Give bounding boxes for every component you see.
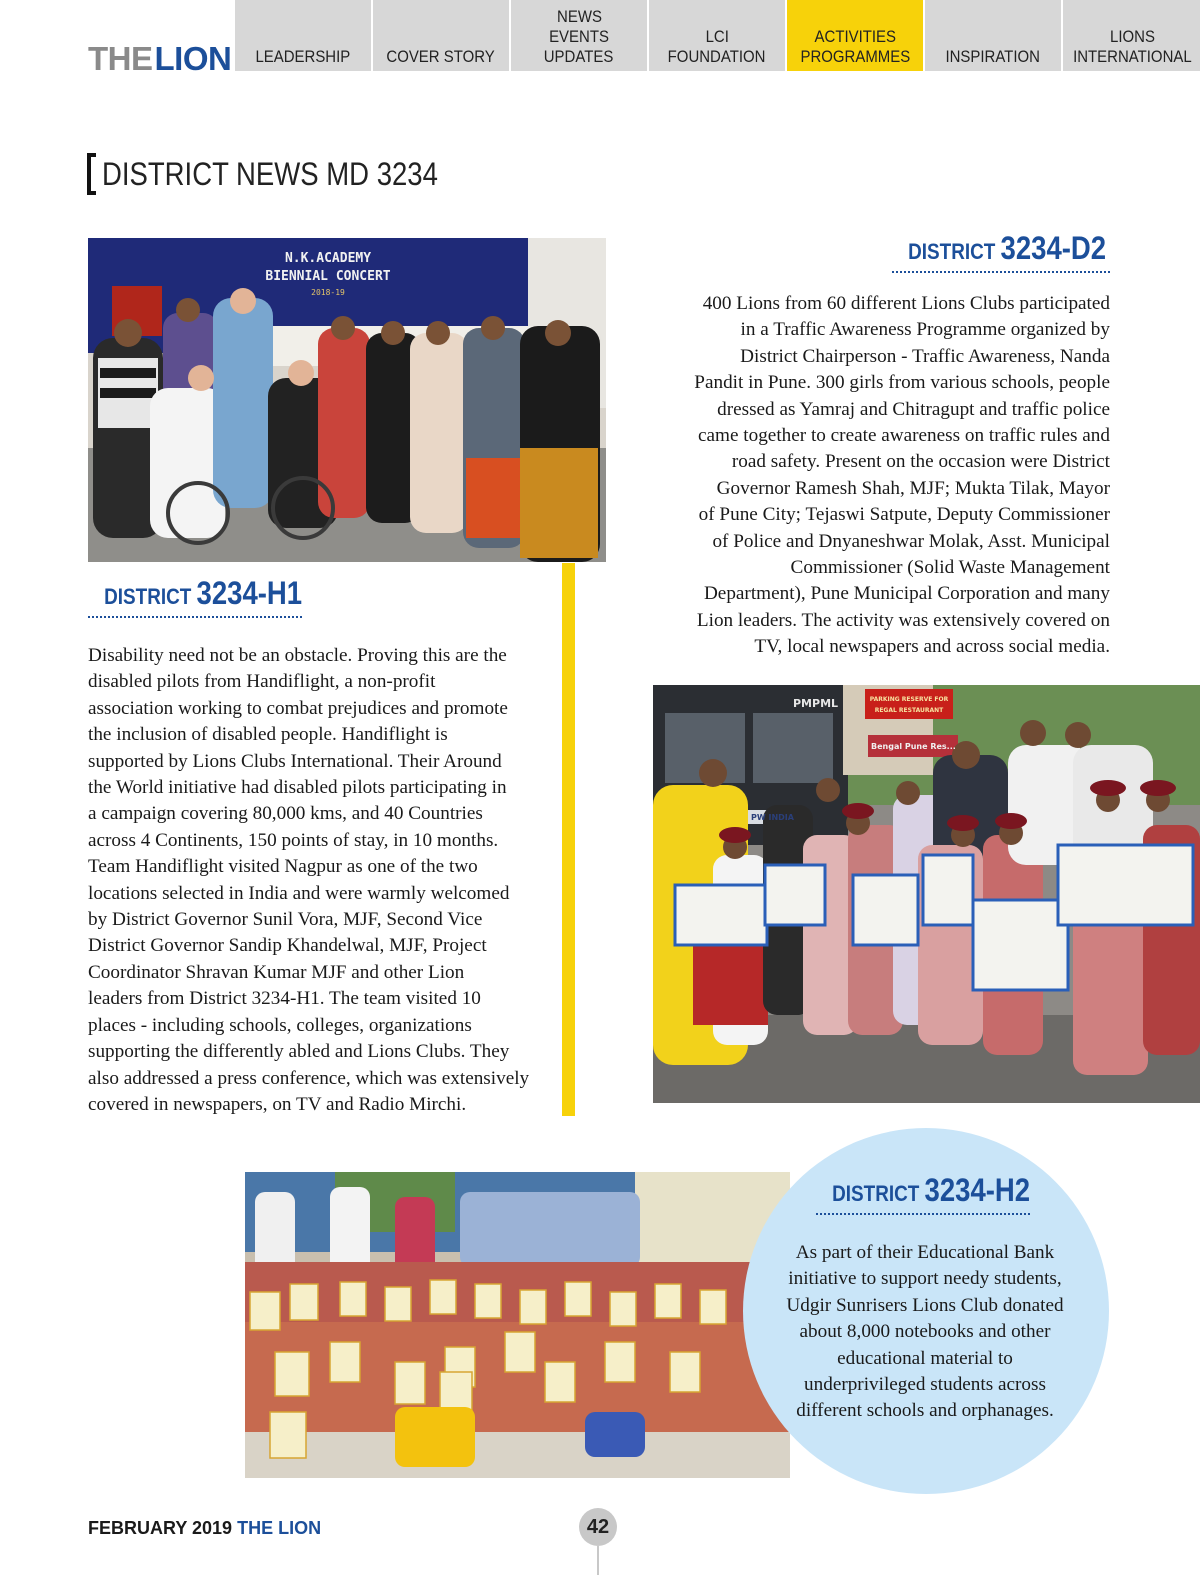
tab-label: UPDATES xyxy=(544,47,614,66)
tab-label: LIONS xyxy=(1110,27,1155,46)
tab-label: LEADERSHIP xyxy=(255,47,351,66)
photo-handiflight-group xyxy=(88,238,606,562)
text-line: educational material to xyxy=(837,1347,1013,1369)
tab-news-events-updates[interactable] xyxy=(511,0,647,71)
text-line: 400 Lions from 60 different Lions Clubs participated xyxy=(702,293,1110,314)
text-line: by District Governor Sunil Vora, MJF, Second Vice xyxy=(88,909,483,931)
text-line: Disability need not be an obstacle. Proving this are the xyxy=(88,645,507,666)
district-code: 3234-H1 xyxy=(196,575,303,611)
text-line: association working to combat prejudices and promote xyxy=(88,697,508,719)
district-heading-h1 xyxy=(88,575,302,618)
shop-sign-text: Bengal Pune Res... xyxy=(871,742,956,751)
tab-label: ACTIVITIES xyxy=(814,27,896,46)
tab-inspiration[interactable] xyxy=(925,0,1061,71)
bus-sign-text: PMPML xyxy=(793,697,839,710)
text-line: of Police and Dnyaneshwar Molak, Asst. Municipal xyxy=(712,530,1110,552)
article-d2-body xyxy=(640,291,1110,661)
text-line: supported by Lions Clubs International. Their Around xyxy=(88,750,502,772)
tab-label: INSPIRATION xyxy=(945,47,1041,66)
footer-magazine: THE LION xyxy=(237,1518,322,1538)
tab-label: PROGRAMMES xyxy=(800,47,910,66)
text-line: As part of their Educational Bank xyxy=(795,1242,1055,1263)
text-line: dressed as Yamraj and Chitragupt and traffic police xyxy=(717,398,1110,420)
footer-issue xyxy=(88,1518,321,1539)
banner-text-year: 2018-19 xyxy=(311,288,345,297)
text-line: Udgir Sunrisers Lions Club donated xyxy=(786,1294,1064,1316)
district-code: 3234-D2 xyxy=(1000,230,1107,266)
text-line: Team Handiflight visited Nagpur as one of the two xyxy=(88,856,478,878)
page-number-stem xyxy=(597,1546,599,1575)
article-h1-body xyxy=(88,643,558,1118)
text-line: Commissioner (Solid Waste Management xyxy=(790,557,1110,579)
article-h2-body xyxy=(760,1240,1090,1425)
tab-lci-foundation[interactable] xyxy=(649,0,785,71)
text-line: the World initiative had disabled pilots participating in xyxy=(88,777,507,799)
bracket-icon xyxy=(87,153,96,195)
text-line: the inclusion of disabled people. Handiflight is xyxy=(88,724,448,746)
text-line: leaders from District 3234-H1. The team visited 10 xyxy=(88,988,481,1010)
text-line: about 8,000 notebooks and other xyxy=(799,1321,1051,1343)
text-line: Coordinator Shravan Kumar MJF and other Lion xyxy=(88,961,465,983)
page-title: DISTRICT NEWS MD 3234 xyxy=(102,155,438,192)
tab-label: COVER STORY xyxy=(386,47,496,66)
text-line: across 4 Continents, 150 points of stay, in 10 months. xyxy=(88,829,499,851)
text-line: supporting the differently abled and Lions Clubs. They xyxy=(88,1041,510,1063)
text-line: underprivileged students across xyxy=(804,1374,1046,1396)
text-line: of Pune City; Tejaswi Satpute, Deputy Commissioner xyxy=(698,504,1110,526)
yellow-divider xyxy=(562,563,575,1116)
footer-date: FEBRUARY 2019 xyxy=(88,1518,233,1538)
text-line: covered in newspapers, on TV and Radio Mirchi. xyxy=(88,1093,467,1115)
district-label: DISTRICT xyxy=(832,1181,920,1206)
text-line: Department), Pune Municipal Corporation and many xyxy=(703,583,1110,605)
photo-notebook-donation xyxy=(245,1172,790,1478)
district-label: DISTRICT xyxy=(104,584,192,609)
text-line: Lion leaders. The activity was extensively covered on xyxy=(696,609,1110,631)
district-heading-h2 xyxy=(816,1172,1030,1215)
district-heading-d2 xyxy=(892,230,1110,273)
text-line: different schools and orphanages. xyxy=(796,1400,1054,1422)
section-heading xyxy=(87,153,493,195)
photo-traffic-awareness xyxy=(653,685,1200,1103)
bus-plate-text: PW INDIA xyxy=(751,813,794,822)
page-number: 42 xyxy=(579,1508,617,1546)
text-line: TV, local newspapers and across social media. xyxy=(754,636,1110,658)
section-nav xyxy=(235,0,1200,71)
banner-text-concert: BIENNIAL CONCERT xyxy=(265,269,391,284)
district-code: 3234-H2 xyxy=(924,1172,1031,1208)
text-line: also addressed a press conference, which was extensively xyxy=(88,1067,530,1089)
text-line: road safety. Present on the occasion were District xyxy=(731,451,1110,473)
logo-lion: LION xyxy=(154,40,232,77)
magazine-logo[interactable] xyxy=(88,40,231,78)
tab-label: EVENTS xyxy=(549,27,609,46)
text-line: Governor Ramesh Shah, MJF; Mukta Tilak, Mayor xyxy=(716,477,1110,499)
text-line: came together to create awareness on traffic rules and xyxy=(698,425,1110,447)
district-label: DISTRICT xyxy=(908,239,996,264)
tab-activities-programmes[interactable] xyxy=(787,0,923,71)
parking-sign-text: REGAL RESTAURANT xyxy=(874,707,944,714)
tab-label: LCI xyxy=(705,27,729,46)
parking-sign-text: PARKING RESERVE FOR xyxy=(869,696,949,703)
text-line: a campaign covering 80,000 kms, and 40 Countries xyxy=(88,803,483,825)
text-line: Pandit in Pune. 300 girls from various schools, people xyxy=(694,372,1110,394)
text-line: in a Traffic Awareness Programme organized by xyxy=(740,319,1110,341)
tab-leadership[interactable] xyxy=(235,0,371,71)
text-line: locations selected in India and were warmly welcomed xyxy=(88,882,510,904)
text-line: District Governor Sandip Khandelwal, MJF, Project xyxy=(88,935,487,957)
tab-label: INTERNATIONAL xyxy=(1073,47,1192,66)
text-line: initiative to support needy students, xyxy=(788,1268,1062,1290)
tab-lions-international[interactable] xyxy=(1063,0,1200,71)
banner-text-academy: N.K.ACADEMY xyxy=(284,251,372,266)
tab-label: FOUNDATION xyxy=(668,47,766,66)
tab-label: NEWS xyxy=(556,7,602,26)
tab-cover-story[interactable] xyxy=(373,0,509,71)
text-line: District Chairperson - Traffic Awareness, Nanda xyxy=(740,345,1110,367)
text-line: places - including schools, colleges, organizations xyxy=(88,1014,472,1036)
logo-the: THE xyxy=(88,40,153,77)
text-line: disabled pilots from Handiflight, a non-profit xyxy=(88,671,436,693)
